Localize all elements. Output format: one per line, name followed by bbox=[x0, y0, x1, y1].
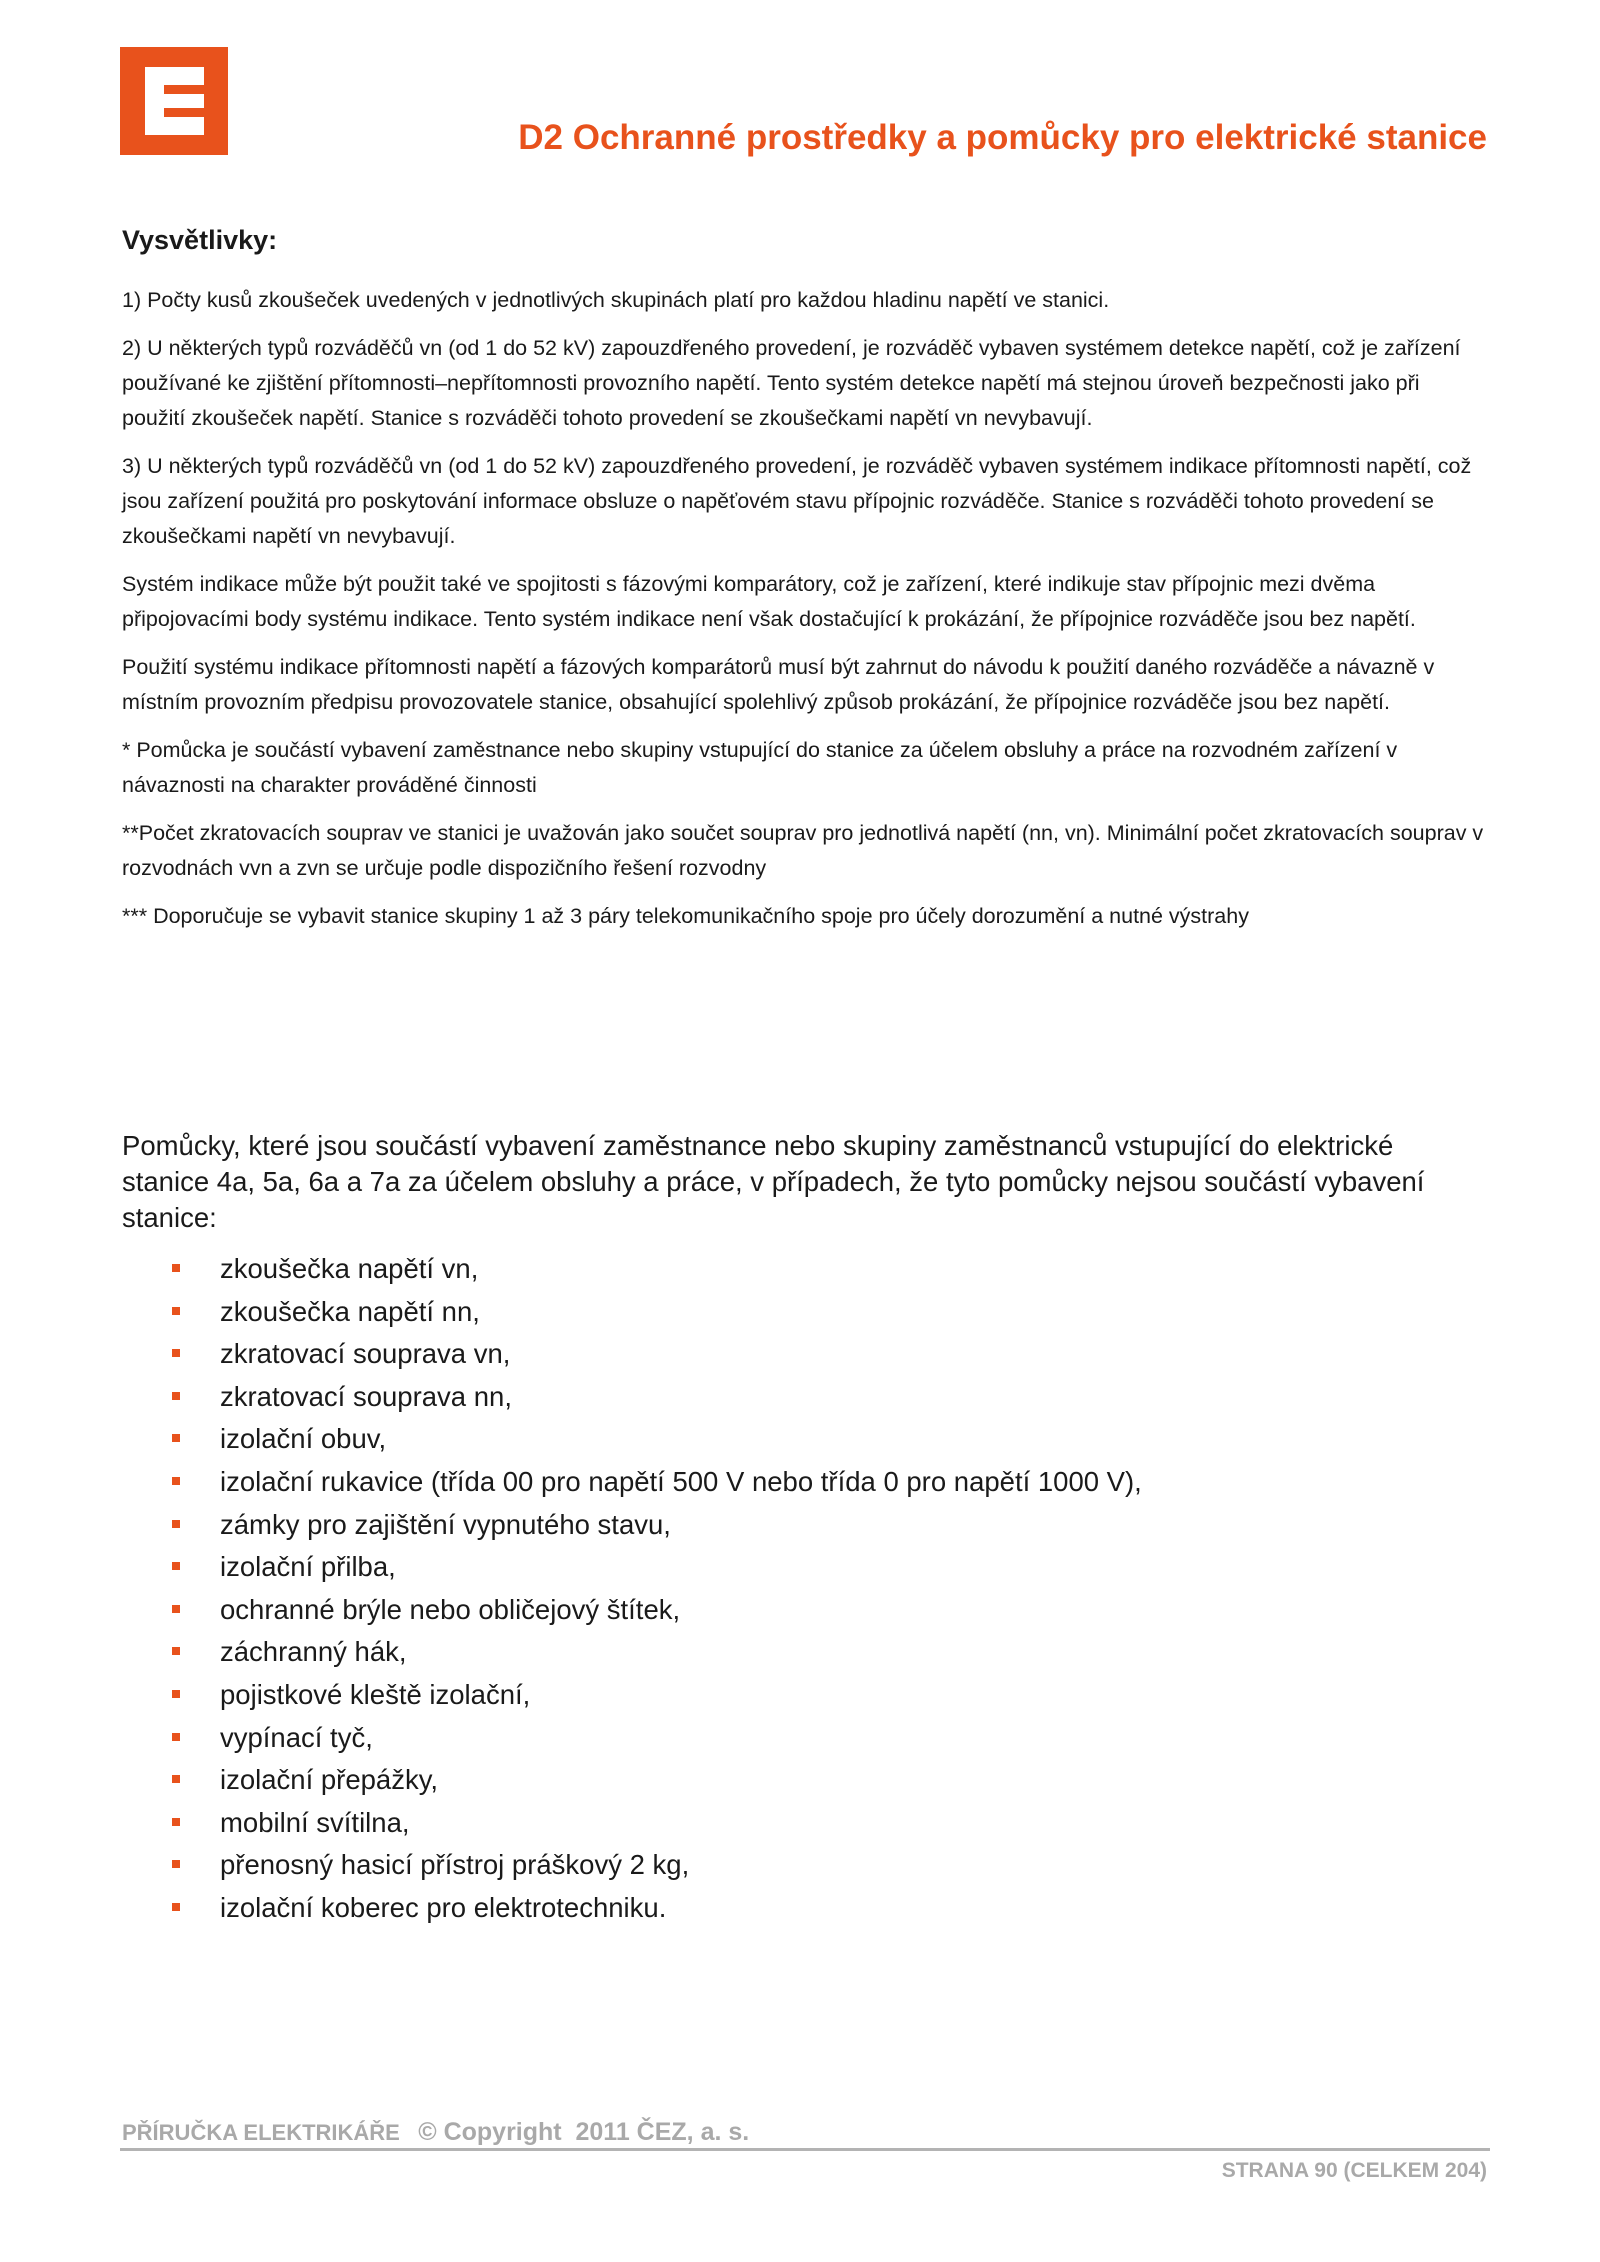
list-item-label: izolační přilba, bbox=[220, 1551, 396, 1583]
list-item-label: izolační koberec pro elektrotechniku. bbox=[220, 1891, 667, 1923]
list-item-label: zkoušečka napětí nn, bbox=[220, 1295, 480, 1327]
note-indication-system: Systém indikace může být použit také ve spojitosti s fázovými komparátory, což je zařízení, které indikuje stav přípojnic mezi dvěma připojovacími body systému indikace. Tento systém indikace není však dostačující k prokázání, že přípojnice rozváděče jsou bez napětí. bbox=[122, 572, 1416, 631]
list-item-label: ochranné brýle nebo obličejový štítek, bbox=[220, 1593, 681, 1625]
list-item-label: mobilní svítilna, bbox=[220, 1806, 410, 1838]
footer-book-info bbox=[122, 2118, 749, 2147]
bullet-icon bbox=[172, 1733, 180, 1741]
footer-divider bbox=[120, 2148, 1490, 2151]
bullet-icon bbox=[172, 1562, 180, 1570]
explanations-title: Vysvětlivky: bbox=[122, 225, 278, 255]
list-item-label: přenosný hasicí přístroj práškový 2 kg, bbox=[220, 1849, 690, 1881]
bullet-icon bbox=[172, 1392, 180, 1400]
note-asterisk-1: * Pomůcka je součástí vybavení zaměstnance nebo skupiny vstupující do stanice za účelem obsluhy a práce na rozvodném zařízení v návaznosti na charakter prováděné činnosti bbox=[122, 738, 1398, 797]
note-1: 1) Počty kusů zkoušeček uvedených v jednotlivých skupinách platí pro každou hladinu napětí ve stanici. bbox=[122, 288, 1110, 312]
list-item-label: zkratovací souprava vn, bbox=[220, 1338, 511, 1370]
bullet-icon bbox=[172, 1647, 180, 1655]
bullet-icon bbox=[172, 1349, 180, 1357]
footer-book-title: PŘÍRUČKA ELEKTRIKÁŘE bbox=[122, 2120, 400, 2145]
aids-intro: Pomůcky, které jsou součástí vybavení zaměstnance nebo skupiny zaměstnanců vstupující do elektrické stanice 4a, 5a, 6a a 7a za účelem obsluhy a práce, v případech, že tyto pomůcky nejsou součástí vybavení stanice: bbox=[122, 1130, 1425, 1233]
footer-page-number: STRANA 90 (CELKEM 204) bbox=[1221, 2159, 1487, 2182]
bullet-icon bbox=[172, 1860, 180, 1868]
list-item-label: záchranný hák, bbox=[220, 1636, 407, 1668]
note-2: 2) U některých typů rozváděčů vn (od 1 do 52 kV) zapouzdřeného provedení, je rozváděč vybaven systémem detekce napětí, což je zařízení používané ke zjištění přítomnosti–nepřítomnosti provozního napětí. Tento systém detekce napětí má stejnou úroveň bezpečnosti jako při použití zkoušeček napětí. Stanice s rozváděči tohoto provedení se zkoušečkami napětí vn nevybavují. bbox=[122, 336, 1461, 430]
note-asterisk-3: *** Doporučuje se vybavit stanice skupiny 1 až 3 páry telekomunikačního spoje pro účely dorozumění a nutné výstrahy bbox=[122, 904, 1249, 928]
footer-copyright: © Copyright 2011 ČEZ, a. s. bbox=[418, 2118, 750, 2146]
list-item-label: pojistkové kleště izolační, bbox=[220, 1678, 531, 1710]
note-indication-usage: Použití systému indikace přítomnosti napětí a fázových komparátorů musí být zahrnut do návodu k použití daného rozváděče a návazně v místním provozním předpisu provozovatele stanice, obsahující spolehlivý způsob prokázání, že přípojnice rozváděče jsou bez napětí. bbox=[122, 655, 1435, 714]
bullet-icon bbox=[172, 1903, 180, 1911]
list-item-label: zkoušečka napětí vn, bbox=[220, 1253, 479, 1284]
note-3: 3) U některých typů rozváděčů vn (od 1 do 52 kV) zapouzdřeného provedení, je rozváděč vybaven systémem indikace přítomnosti napětí, což jsou zařízení použitá pro poskytování informace obsluze o napěťovém stavu přípojnic rozváděče. Stanice s rozváděči tohoto provedení se zkoušečkami napětí vn nevybavují. bbox=[122, 454, 1472, 548]
list-item-label: zámky pro zajištění vypnutého stavu, bbox=[220, 1508, 671, 1540]
list-item-label: zkratovací souprava nn, bbox=[220, 1380, 512, 1412]
bullet-icon bbox=[172, 1520, 180, 1528]
note-asterisk-2: **Počet zkratovacích souprav ve stanici je uvažován jako součet souprav pro jednotlivá napětí (nn, vn). Minimální počet zkratovacích souprav v rozvodnách vvn a zvn se určuje podle dispozičního řešení rozvodny bbox=[122, 821, 1484, 880]
bullet-icon bbox=[172, 1775, 180, 1783]
bullet-icon bbox=[172, 1434, 180, 1442]
list-item-label: izolační obuv, bbox=[220, 1423, 387, 1455]
list-item-label: izolační přepážky, bbox=[220, 1764, 439, 1796]
list-item-label: izolační rukavice (třída 00 pro napětí 500 V nebo třída 0 pro napětí 1000 V), bbox=[220, 1465, 1142, 1497]
bullet-icon bbox=[172, 1605, 180, 1613]
bullet-icon bbox=[172, 1307, 180, 1315]
bullet-icon bbox=[172, 1690, 180, 1698]
bullet-icon bbox=[172, 1264, 180, 1272]
cez-logo-icon bbox=[120, 47, 228, 155]
explanations-notes bbox=[122, 283, 1487, 947]
list-item-label: vypínací tyč, bbox=[220, 1721, 373, 1753]
page-title: D2 Ochranné prostředky a pomůcky pro elektrické stanice bbox=[518, 118, 1487, 157]
bullet-icon bbox=[172, 1818, 180, 1826]
bullet-icon bbox=[172, 1477, 180, 1485]
